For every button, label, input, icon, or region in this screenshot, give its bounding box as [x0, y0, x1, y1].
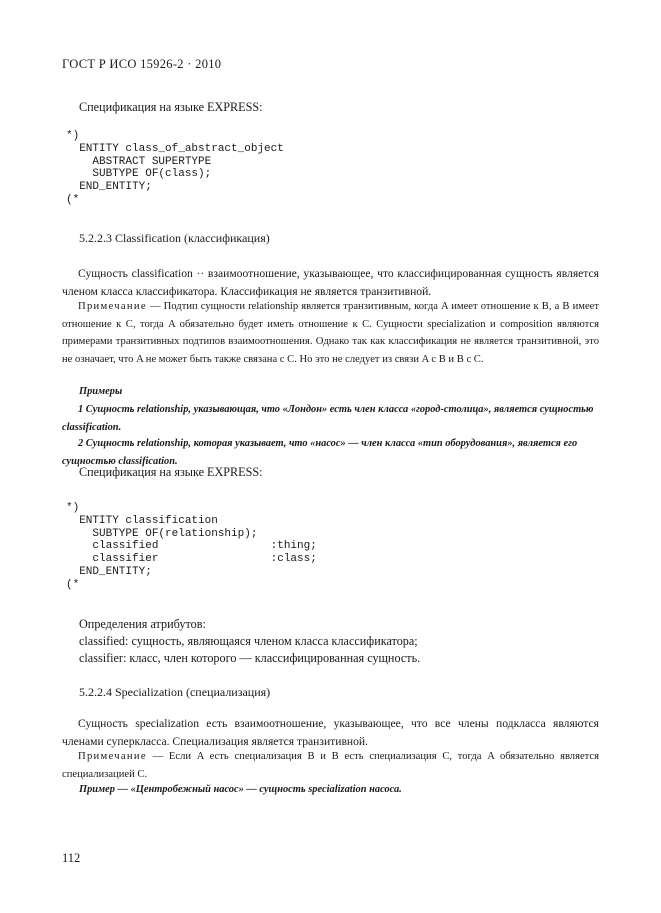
- attribute-classified: classified: сущность, являющаяся членом класса классификатора;: [79, 634, 418, 648]
- spec-label-2: Спецификация на языке EXPRESS:: [79, 465, 263, 479]
- example-1: 1 Сущность relationship, указывающая, что «Лондон» есть член класса «город-столица», является сущностью classification.: [62, 404, 594, 433]
- section-heading-5224: 5.2.2.4 Specialization (специализация): [79, 685, 271, 699]
- specialization-note: [62, 748, 599, 783]
- page-number: 112: [62, 851, 81, 865]
- classification-definition: Сущность classification ·· взаимоотношение, указывающее, что классифицированная сущность является членом класса классификатора. Классификация не является транзитивной.: [62, 267, 599, 298]
- spec-label-1: Спецификация на языке EXPRESS:: [79, 100, 263, 114]
- note-label-2: Примечание: [78, 751, 147, 762]
- examples-label: Примеры: [79, 386, 123, 397]
- note-text: — Подтип сущности relationship является транзитивным, когда A имеет отношение к B, а B имеет отношение к C, тогда A обязательно будет иметь отношение к C. Сущности specialization и composition являются примерами транзитивных подтипов взаимоотношения. Однако так как классификация не является транзитивной, это не означает, что A не может быть также связана с C. Но это не следует из связи A с B и B с C.: [62, 301, 599, 365]
- attribute-definitions-title: Определения атрибутов:: [79, 617, 206, 631]
- express-code-block-2: *) ENTITY classification SUBTYPE OF(relationship); classified :thing; classifier :class; END_ENTITY; (*: [66, 502, 317, 591]
- classification-note: [62, 298, 599, 368]
- example-2: 2 Сущность relationship, которая указывает, что «насос» — член класса «тип оборудования», является его сущностью classification.: [62, 438, 578, 467]
- document-header: ГОСТ Р ИСО 15926-2 · 2010: [62, 57, 222, 71]
- attribute-classifier: classifier: класс, член которого — классифицированная сущность.: [79, 651, 421, 665]
- express-code-block-1: *) ENTITY class_of_abstract_object ABSTRACT SUPERTYPE SUBTYPE OF(class); END_ENTITY; (*: [66, 130, 284, 206]
- specialization-example: Пример — «Центробежный насос» — сущность specialization насоса.: [79, 784, 402, 795]
- note-label: Примечание: [78, 301, 147, 312]
- note-text-2: — Если A есть специализация B и B есть специализация C, тогда A обязательно является специализацией C.: [62, 751, 599, 780]
- specialization-definition: Сущность specialization есть взаимоотношение, указывающее, что все члены подкласса являются членами суперкласса. Специализация является транзитивной.: [62, 717, 599, 748]
- section-heading-5223: 5.2.2.3 Classification (классификация): [79, 231, 270, 245]
